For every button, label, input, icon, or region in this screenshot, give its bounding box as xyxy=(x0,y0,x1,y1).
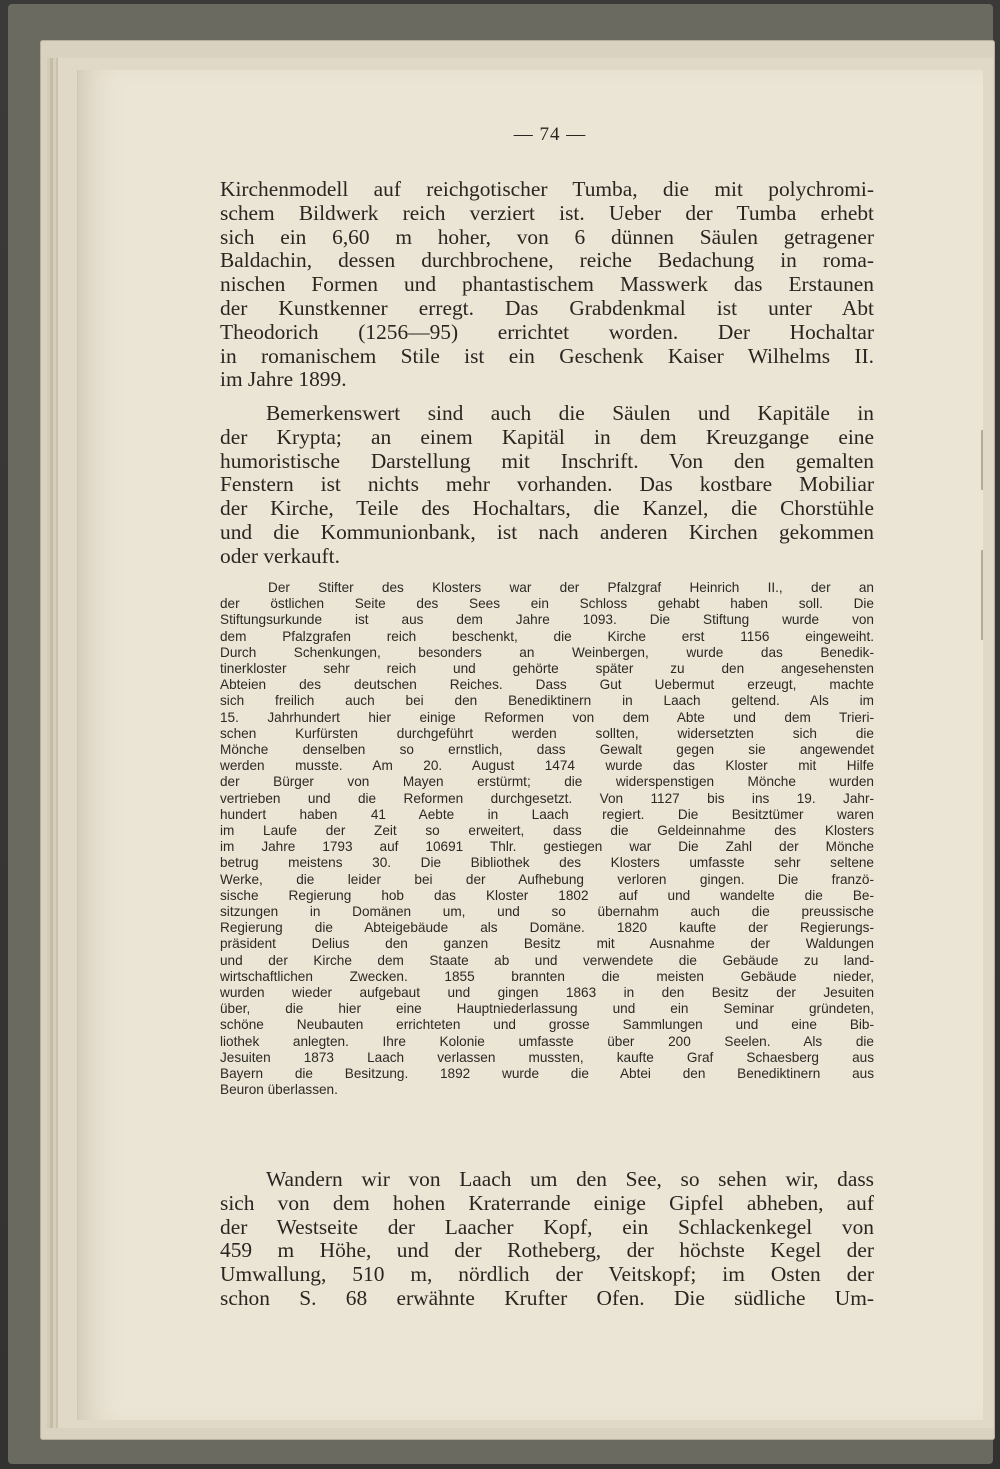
text-line: wirtschaftlichen Zwecken. 1855 brannten die meisten Gebäude nieder, xyxy=(220,968,874,984)
text-line: Der Stifter des Klosters war der Pfalzgraf Heinrich II., der an xyxy=(268,580,874,595)
text-line: der Westseite der Laacher Kopf, ein Schlackenkegel von xyxy=(220,1214,874,1239)
text-line: im Laufe der Zeit so erweitert, dass die Geldeinnahme des Klosters xyxy=(220,823,874,839)
page-edge-mark xyxy=(981,550,983,640)
text-line: schem Bildwerk reich verziert ist. Ueber der Tumba erhebt xyxy=(220,200,874,225)
text-line: der östlichen Seite des Sees ein Schloss gehabt haben soll. Die xyxy=(220,596,874,612)
text-line: schen Kurfürsten durchgeführt werden sollten, widersetzten sich die xyxy=(220,725,874,741)
text-line: der Kirche, Teile des Hochaltars, die Kanzel, die Chorstühle xyxy=(220,496,874,521)
text-line: Durch Schenkungen, besonders an Weinbergen, wurde das Benedik- xyxy=(220,644,874,660)
text-line: Bayern die Besitzung. 1892 wurde die Abtei den Benediktinern aus xyxy=(220,1066,874,1082)
text-line: Beuron überlassen. xyxy=(220,1082,338,1098)
paragraph-1 xyxy=(220,178,874,392)
paragraph-3 xyxy=(220,1168,874,1311)
text-line: schon S. 68 erwähnte Krufter Ofen. Die südliche Um- xyxy=(220,1285,874,1310)
text-line: Kirchenmodell auf reichgotischer Tumba, die mit polychromi- xyxy=(220,177,874,201)
text-line: Umwallung, 510 m, nördlich der Veitskopf; im Osten der xyxy=(220,1262,874,1287)
page-number: — 74 — xyxy=(513,124,587,145)
text-line: Jesuiten 1873 Laach verlassen mussten, kaufte Graf Schaesberg aus xyxy=(220,1049,874,1065)
text-line: tinerkloster sehr reich und gehörte später zu den angesehensten xyxy=(220,661,874,677)
text-line: sich freilich auch bei den Benediktinern in Laach geltend. Als im xyxy=(220,693,874,709)
text-line: und die Kommunionbank, ist nach anderen Kirchen gekommen xyxy=(220,519,874,544)
text-line: 459 m Höhe, und der Rotheberg, der höchste Kegel der xyxy=(220,1238,874,1263)
text-line: Theodorich (1256—95) errichtet worden. Der Hochaltar xyxy=(220,319,874,344)
text-line: präsident Delius den ganzen Besitz mit Ausnahme der Waldungen xyxy=(220,936,874,952)
text-line: 15. Jahrhundert hier einige Reformen von dem Abte und dem Trieri- xyxy=(220,709,874,725)
text-line: und der Kirche dem Staate ab und verwendete die Gebäude zu land- xyxy=(220,952,874,968)
text-line: liothek anlegten. Ihre Kolonie umfasste über 200 Seelen. Als die xyxy=(220,1033,874,1049)
text-line: werden musste. Am 20. August 1474 wurde das Kloster mit Hilfe xyxy=(220,758,874,774)
text-line: hundert haben 41 Aebte in Laach regiert. Die Besitztümer waren xyxy=(220,806,874,822)
text-line: im Jahre 1899. xyxy=(220,367,347,392)
text-line: dem Pfalzgrafen reich beschenkt, die Kirche erst 1156 eingeweiht. xyxy=(220,628,874,644)
text-line: betrug meistens 30. Die Bibliothek des Klosters umfasste sehr seltene xyxy=(220,855,874,871)
text-line: wurden wieder aufgebaut und gingen 1863 in den Besitz der Jesuiten xyxy=(220,985,874,1001)
text-line: oder verkauft. xyxy=(220,543,340,568)
text-line: Regierung die Abteigebäude als Domäne. 1820 kaufte der Regierungs- xyxy=(220,920,874,936)
text-line: Abteien des deutschen Reiches. Dass Gut Uebermut erzeugt, machte xyxy=(220,677,874,693)
text-line: schöne Neubauten errichteten und grosse Sammlungen und eine Bib- xyxy=(220,1017,874,1033)
text-line: Stiftungsurkunde ist aus dem Jahre 1093. Die Stiftung wurde von xyxy=(220,612,874,628)
text-line: Wandern wir von Laach um den See, so sehen wir, dass xyxy=(266,1167,874,1191)
text-line: sich von dem hohen Kraterrande einige Gipfel abheben, auf xyxy=(220,1190,874,1215)
text-line: im Jahre 1793 auf 10691 Thlr. gestiegen war Die Zahl der Mönche xyxy=(220,839,874,855)
text-line: in romanischem Stile ist ein Geschenk Kaiser Wilhelms II. xyxy=(220,343,874,368)
text-line: sitzungen in Domänen um, und so übernahm auch die preussische xyxy=(220,904,874,920)
text-line: vertrieben und die Reformen durchgesetzt. Von 1127 bis ins 19. Jahr- xyxy=(220,790,874,806)
book-page xyxy=(78,70,983,1420)
text-line: Baldachin, dessen durchbrochene, reiche Bedachung in roma- xyxy=(220,248,874,273)
text-line: Werke, die leider bei der Aufhebung verloren gingen. Die franzö- xyxy=(220,871,874,887)
text-line: Mönche denselben so ernstlich, dass Gewalt gegen sie angewendet xyxy=(220,742,874,758)
text-line: nischen Formen und phantastischem Masswerk das Erstaunen xyxy=(220,272,874,297)
small-print-note xyxy=(220,580,874,1099)
page-edge-mark xyxy=(981,430,983,490)
text-line: der Kunstkenner erregt. Das Grabdenkmal ist unter Abt xyxy=(220,295,874,320)
text-line: der Krypta; an einem Kapitäl in dem Kreuzgange eine xyxy=(220,424,874,449)
text-line: Fenstern ist nichts mehr vorhanden. Das kostbare Mobiliar xyxy=(220,472,874,497)
text-line: Bemerkenswert sind auch die Säulen und Kapitäle in xyxy=(266,401,874,425)
text-line: sich ein 6,60 m hoher, von 6 dünnen Säulen getragener xyxy=(220,224,874,249)
text-line: humoristische Darstellung mit Inschrift. Von den gemalten xyxy=(220,448,874,473)
paragraph-2 xyxy=(220,402,874,569)
text-line: sische Regierung hob das Kloster 1802 auf und wandelte die Be- xyxy=(220,887,874,903)
text-line: der Bürger von Mayen erstürmt; die widerspenstigen Mönche wurden xyxy=(220,774,874,790)
text-line: über, die hier eine Hauptniederlassung und ein Seminar gründeten, xyxy=(220,1001,874,1017)
